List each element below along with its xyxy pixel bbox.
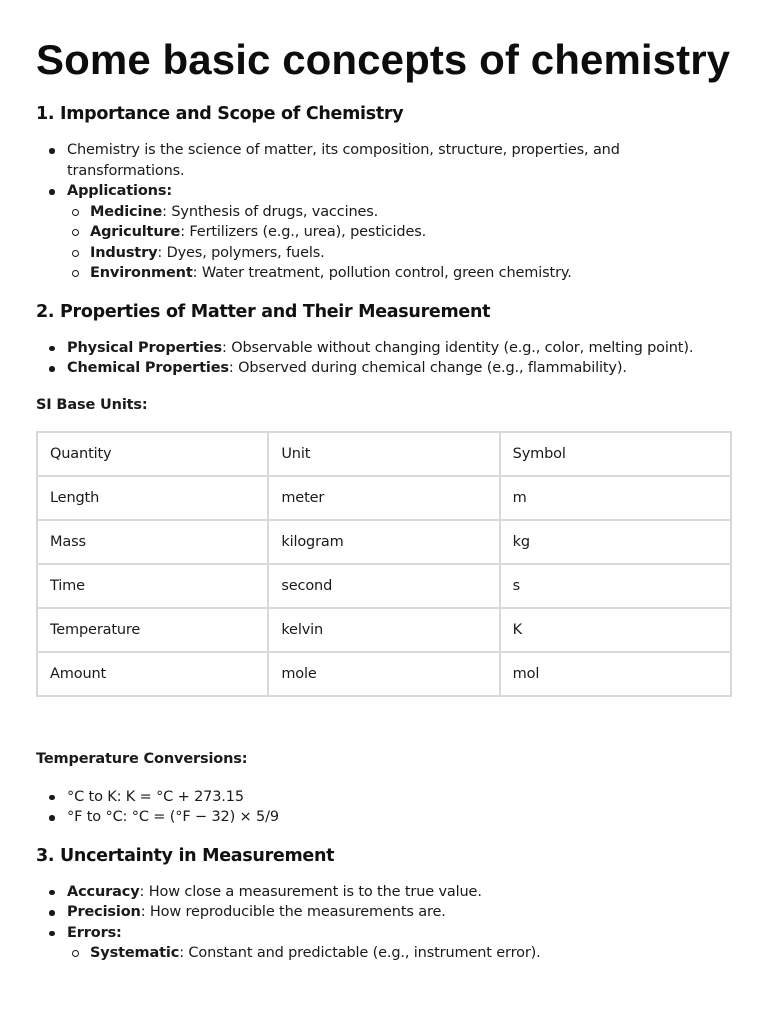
table-cell: Time — [37, 564, 268, 608]
temperature-conversions-label: Temperature Conversions: — [36, 750, 248, 767]
term-desc: : Observed during chemical change (e.g., flammability). — [228, 360, 627, 376]
term: Accuracy — [67, 883, 140, 900]
section-1-heading: 1. Importance and Scope of Chemistry — [36, 104, 404, 124]
section-1-list — [36, 140, 732, 284]
table-row — [37, 608, 731, 652]
table-cell: kelvin — [268, 608, 499, 652]
section-3-heading: 3. Uncertainty in Measurement — [36, 845, 335, 866]
term: Precision — [67, 904, 141, 920]
list-item — [67, 943, 732, 964]
term: Physical Properties — [67, 339, 223, 356]
section-2-list — [36, 338, 732, 379]
si-units-table — [36, 431, 732, 697]
page-title: Some basic concepts of chemistry — [36, 36, 731, 83]
table-row — [37, 520, 731, 564]
list-item — [36, 181, 732, 284]
term-desc: : Constant and predictable (e.g., instrument error). — [179, 945, 541, 961]
table-cell: kilogram — [268, 520, 499, 564]
list-item — [36, 923, 732, 964]
list-item — [67, 202, 732, 223]
list-item — [36, 338, 732, 359]
section-3-list — [36, 882, 732, 964]
term-desc: : How reproducible the measurements are. — [140, 904, 446, 920]
section-2-heading: 2. Properties of Matter and Their Measurement — [36, 301, 491, 322]
conversions-list — [36, 787, 732, 828]
table-row — [37, 652, 731, 696]
applications-label: Applications: — [67, 183, 172, 199]
table-cell: Mass — [37, 520, 268, 564]
table-cell: K — [500, 608, 731, 652]
term-desc: : How close a measurement is to the true value. — [139, 883, 482, 900]
term-desc: : Dyes, polymers, fuels. — [157, 244, 325, 261]
term: Agriculture — [90, 224, 181, 240]
conversion-text: °C to K: K = °C + 273.15 — [67, 788, 244, 805]
table-cell: mol — [500, 652, 731, 696]
list-item — [36, 140, 732, 181]
table-cell: second — [268, 564, 499, 608]
term-desc: : Fertilizers (e.g., urea), pesticides. — [180, 224, 427, 240]
table-header-cell: Symbol — [500, 432, 731, 476]
errors-label: Errors: — [67, 924, 122, 941]
list-item — [36, 882, 732, 903]
term: Chemical Properties — [67, 360, 229, 376]
table-row — [37, 564, 731, 608]
table-header-cell: Unit — [268, 432, 499, 476]
term: Industry — [90, 244, 158, 261]
term: Medicine — [90, 203, 163, 220]
conversion-text: °F to °C: °C = (°F − 32) × 5/9 — [67, 809, 279, 825]
errors-list — [67, 943, 732, 964]
table-header-row — [37, 432, 731, 476]
table-cell: kg — [500, 520, 731, 564]
list-item — [67, 243, 732, 264]
list-item — [36, 358, 732, 379]
list-item — [36, 902, 732, 923]
applications-list — [67, 202, 732, 284]
table-row — [37, 476, 731, 520]
table-cell: Length — [37, 476, 268, 520]
term-desc: : Observable without changing identity (e.g., color, melting point). — [222, 339, 694, 356]
term-desc: : Water treatment, pollution control, green chemistry. — [192, 265, 572, 281]
list-item — [67, 222, 732, 243]
term-desc: : Synthesis of drugs, vaccines. — [162, 203, 379, 220]
list-item-text: Chemistry is the science of matter, its composition, structure, properties, and transformations. — [67, 142, 620, 179]
table-cell: meter — [268, 476, 499, 520]
si-units-label: SI Base Units: — [36, 396, 148, 413]
list-item — [36, 787, 732, 808]
list-item — [36, 807, 732, 828]
table-cell: m — [500, 476, 731, 520]
table-cell: Amount — [37, 652, 268, 696]
table-cell: Temperature — [37, 608, 268, 652]
term: Environment — [90, 265, 193, 281]
table-cell: s — [500, 564, 731, 608]
table-header-cell: Quantity — [37, 432, 268, 476]
table-cell: mole — [268, 652, 499, 696]
list-item — [67, 263, 732, 284]
term: Systematic — [90, 945, 180, 961]
